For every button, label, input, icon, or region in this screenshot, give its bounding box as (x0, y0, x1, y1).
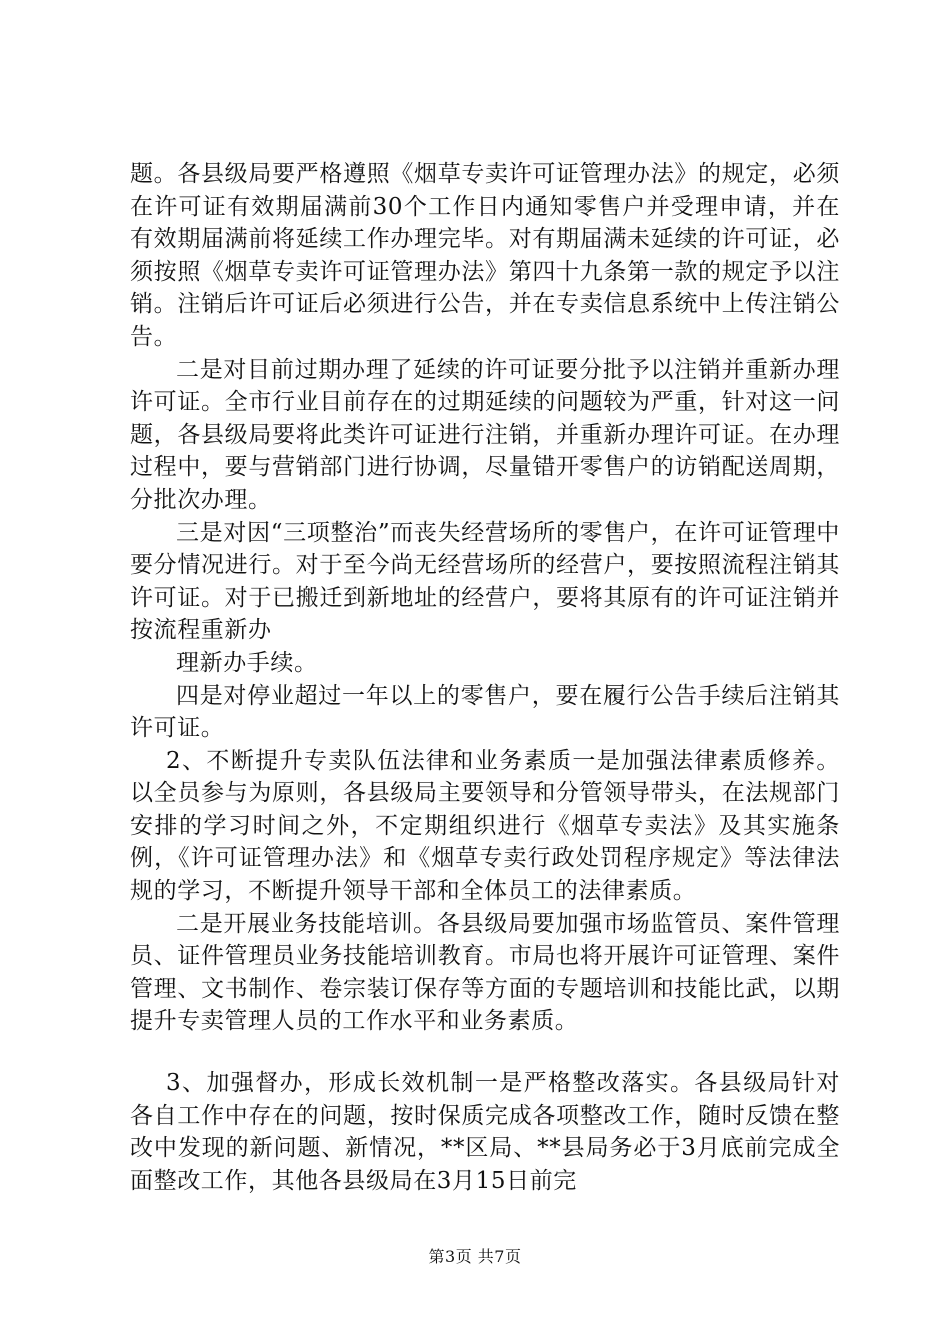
document-body (130, 158, 840, 1197)
paragraph-suspended-business: 四是对停业超过一年以上的零售户，要在履行公告手续后注销其许可证。 (130, 682, 840, 742)
paragraph-skills-training: 二是开展业务技能培训。各县级局要加强市场监管员、案件管理员、证件管理员业务技能培训教育。市局也将开展许可证管理、案件管理、文书制作、卷宗装订保存等方面的专题培训和技能比武，以期提升专卖管理人员的工作水平和业务素质。 (130, 910, 840, 1035)
paragraph-expired-renewal: 二是对目前过期办理了延续的许可证要分批予以注销并重新办理许可证。全市行业目前存在的过期延续的问题较为严重，针对这一问题，各县级局要将此类许可证进行注销，并重新办理许可证。在办理过程中，要与营销部门进行协调，尽量错开零售户的访销配送周期，分批次办理。 (130, 356, 840, 513)
paragraph-license-renewal: 题。各县级局要严格遵照《烟草专卖许可证管理办法》的规定，必须在许可证有效期届满前30个工作日内通知零售户并受理申请，并在有效期届满前将延续工作办理完毕。对有期届满未延续的许可证，必须按照《烟草专卖许可证管理办法》第四十九条第一款的规定予以注销。注销后许可证后必须进行公告，并在专卖信息系统中上传注销公告。 (130, 161, 840, 350)
page-number-footer: 第3页 共7页 (428, 1247, 522, 1266)
paragraph-three-rectifications: 三是对因“三项整治”而丧失经营场所的零售户，在许可证管理中要分情况进行。对于至今尚无经营场所的经营户，要按照流程注销其许可证。对于已搬迁到新地址的经营户，要将其原有的许可证注销并按流程重新办 (130, 519, 840, 644)
paragraph-new-procedure: 理新办手续。 (176, 649, 318, 676)
paragraph-legal-quality: 2、不断提升专卖队伍法律和业务素质一是加强法律素质修养。以全员参与为原则，各县级局主要领导和分管领导带头，在法规部门安排的学习时间之外，不定期组织进行《烟草专卖法》及其实施条例，《许可证管理办法》和《烟草专卖行政处罚程序规定》等法律法规的学习，不断提升领导干部和全体员工的法律素质。 (130, 747, 840, 905)
paragraph-gap (130, 1038, 840, 1067)
paragraph-supervision: 3、加强督办，形成长效机制一是严格整改落实。各县级局针对各自工作中存在的问题，按时保质完成各项整改工作，随时反馈在整改中发现的新问题、新情况，**区局、**县局务必于3月底前完成全面整改工作，其他各县级局在3月15日前完 (130, 1070, 840, 1194)
